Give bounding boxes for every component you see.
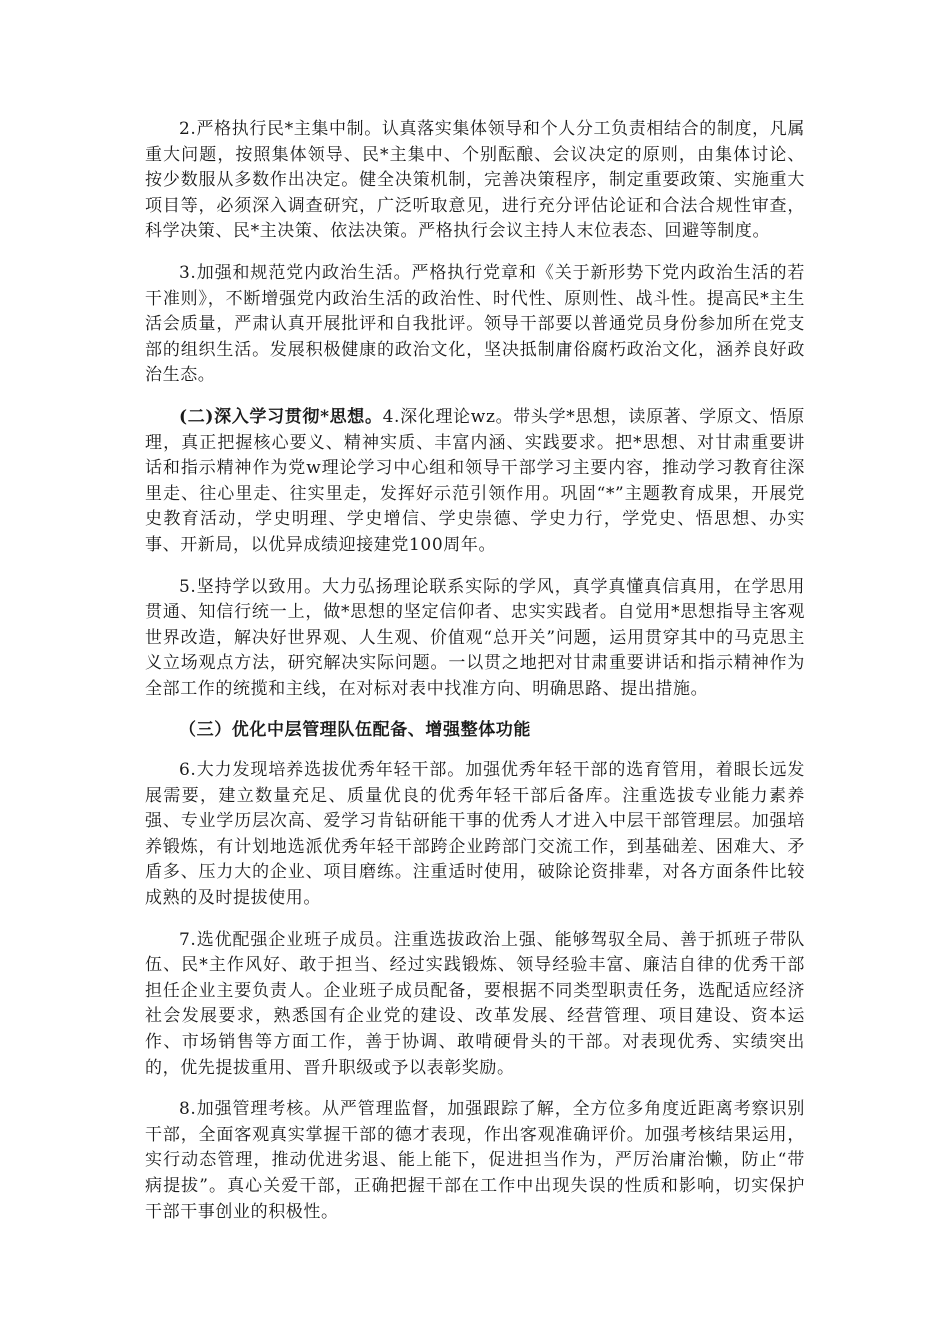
paragraph-4-text: 4.深化理论wz。带头学*思想，读原著、学原文、悟原理，真正把握核心要义、精神实质、丰富内涵、实践要求。把*思想、对甘肃重要讲话和指示精神作为党w理论学习中心组和领导干部学习主要内容，推动学习教育往深里走、往心里走、往实里走，发挥好示范引领作用。巩固“*”主题教育成果，开展党史教育活动，学史明理、学史增信、学史崇德、学史力行，学党史、悟思想、办实事、开新局，以优异成绩迎接建党100周年。 — [145, 406, 805, 555]
document-page — [145, 117, 805, 1241]
section-3-heading — [145, 718, 805, 744]
paragraph-6-text: 6.大力发现培养选拔优秀年轻干部。加强优秀年轻干部的选育管用，着眼长远发展需要，建立数量充足、质量优良的优秀年轻干部后备库。注重选拔专业能力素养强、专业学历层次高、爱学习肯钻研能干事的优秀人才进入中层干部管理层。加强培养锻炼，有计划地选派优秀年轻干部跨企业跨部门交流工作，到基础差、困难大、矛盾多、压力大的企业、项目磨练。注重适时使用，破除论资排辈，对各方面条件比较成熟的及时提拔使用。 — [145, 760, 805, 909]
paragraph-5 — [145, 575, 805, 703]
paragraph-2 — [145, 117, 805, 245]
section-3-heading-text: （三）优化中层管理队伍配备、增强整体功能 — [179, 720, 531, 741]
paragraph-5-text: 5.坚持学以致用。大力弘扬理论联系实际的学风，真学真懂真信真用，在学思用贯通、知信行统一上，做*思想的坚定信仰者、忠实实践者。自觉用*思想指导主客观世界改造，解决好世界观、人生观、价值观“总开关”问题，运用贯穿其中的马克思主义立场观点方法，研究解决实际问题。一以贯之地把对甘肃重要讲话和指示精神作为全部工作的统揽和主线，在对标对表中找准方向、明确思路、提出措施。 — [145, 576, 805, 699]
paragraph-8 — [145, 1097, 805, 1225]
paragraph-8-text: 8.加强管理考核。从严管理监督，加强跟踪了解，全方位多角度近距离考察识别干部，全面客观真实掌握干部的德才表现，作出客观准确评价。加强考核结果运用，实行动态管理，推动优进劣退、能上能下，促进担当作为，严厉治庸治懒，防止“带病提拔”。真心关爱干部，正确把握干部在工作中出现失误的性质和影响，切实保护干部干事创业的积极性。 — [145, 1099, 805, 1222]
paragraph-3 — [145, 261, 805, 389]
paragraph-2-text: 2.严格执行民*主集中制。认真落实集体领导和个人分工负责相结合的制度，凡属重大问题，按照集体领导、民*主集中、个别酝酿、会议决定的原则，由集体讨论、按少数服从多数作出决定。健全决策机制，完善决策程序，制定重要政策、实施重大项目等，必须深入调查研究，广泛听取意见，进行充分评估论证和合法合规性审查，科学决策、民*主决策、依法决策。严格执行会议主持人末位表态、回避等制度。 — [145, 119, 805, 242]
paragraph-7 — [145, 928, 805, 1082]
paragraph-4 — [145, 405, 805, 559]
paragraph-7-text: 7.选优配强企业班子成员。注重选拔政治上强、能够驾驭全局、善于抓班子带队伍、民*主作风好、敢于担当、经过实践锻炼、领导经验丰富、廉洁自律的优秀干部担任企业主要负责人。企业班子成员配备，要根据不同类型职责任务，选配适应经济社会发展要求，熟悉国有企业党的建设、改革发展、经营管理、项目建设、资本运作、市场销售等方面工作，善于协调、敢啃硬骨头的干部。对表现优秀、实绩突出的，优先提拔重用、晋升职级或予以表彰奖励。 — [145, 929, 805, 1078]
paragraph-3-text: 3.加强和规范党内政治生活。严格执行党章和《关于新形势下党内政治生活的若干准则》，不断增强党内政治生活的政治性、时代性、原则性、战斗性。提高民*主生活会质量，严肃认真开展批评和自我批评。领导干部要以普通党员身份参加所在党支部的组织生活。发展积极健康的政治文化，坚决抵制庸俗腐朽政治文化，涵养良好政治生态。 — [145, 262, 805, 386]
section-2-heading: (二)深入学习贯彻*思想。 — [179, 406, 383, 427]
paragraph-6 — [145, 758, 805, 912]
